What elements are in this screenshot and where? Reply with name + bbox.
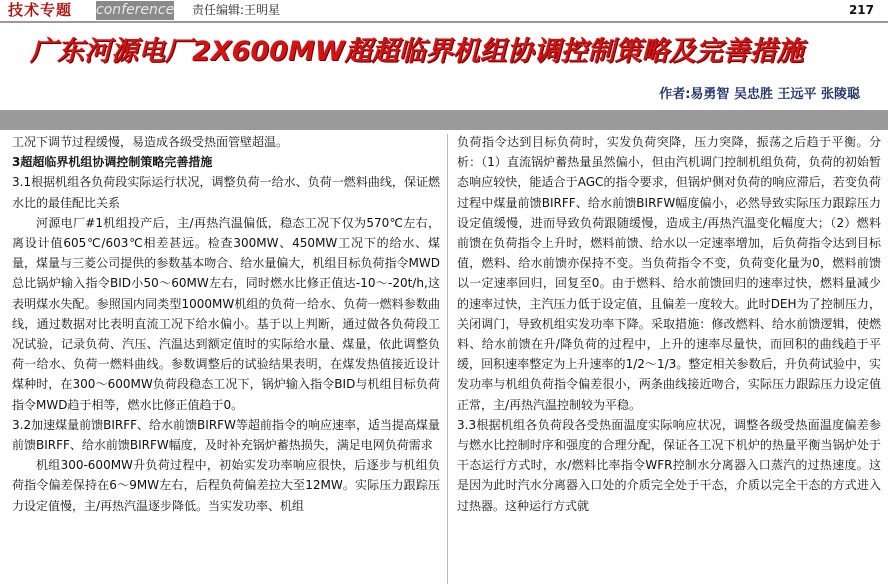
subsection-heading: 3.2加速煤量前馈BIRFF、给水前馈BIRFW等超前指令的响应速率，适当提高煤量前馈BIRFF、给水前馈BIRFW幅度，及时补充锅炉蓄热损失，满足电网负荷需求 [12,417,440,453]
page-number: 217 [848,3,874,17]
page-header [0,0,888,21]
article-authors: 作者:易勇智 吴忠胜 王远平 张陵聪 [659,87,860,102]
section-heading: 3超超临界机组协调控制策略完善措施 [12,155,213,170]
paragraph: 机组300-600MW升负荷过程中，初始实发功率响应很快，后逐步与机组负荷指令偏差保持在6～9MW左右，后程负荷偏差拉大至12MW。实际压力跟踪压力设定值慢，主/再热汽温逐步降低。当实发功率、机组 [12,458,440,513]
title-band [0,110,888,130]
paragraph: 河源电厂#1机组投产后，主/再热汽温偏低，稳态工况下仅为570℃左右，离设计值605℃/603℃相差甚远。检查300MW、450MW工况下的给水、煤量，煤量与三菱公司提供的参数基本吻合、给水量偏大，机组目标负荷指令MWD总比锅炉输入指令BID小50～60MW左右，同时燃水比修正值达-10～-20t/h,这表明煤水失配。参照国内同类型1000MW机组的负荷一给水、负荷一燃料参数曲线，通过数据对比表明直流工况下给水偏小。基于以上判断，通过做各负荷段工况试验，记录负荷、汽压、汽温达到额定值时的实际给水量、煤量，依此调整负荷一给水、负荷一燃料曲线。参数调整后的试验结果表明，在煤发热值接近设计煤种时，在300～600MW负荷段稳态工况下，锅炉输入指令BID与机组目标负荷指令MWD趋于相等，燃水比修正值趋于0。 [12,215,440,412]
article-title: 广东河源电厂2X600MW超超临界机组协调控制策略及完善措施 [30,36,804,67]
column-tag: 技术专题 [8,1,73,19]
editor-credit: 责任编辑:王明星 [192,3,281,17]
column-tag-en: conference [96,2,175,18]
header-rule [0,21,888,23]
paragraph: 负荷指令达到目标负荷时，实发负荷突降，压力突降，振荡之后趋于平衡。分析：（1）直流锅炉蓄热量虽然偏小，但由汽机调门控制机组负荷，负荷的初始暂态响应较快，能适合于AGC的指令要求，但锅炉侧对负荷的响应滞后，若变负荷过程中煤量前馈BIRFF、给水前馈BIRFW幅度偏小，必然导致实际压力跟踪压力设定值缓慢，进而导致负荷跟随缓慢，造成主/再热汽温变化幅度大；（2）燃料前馈在负荷指令上升时，燃料前馈、给水以一定速率增加，后负荷指令达到目标值，燃料、给水前馈亦保持不变。当负荷指令不变，负荷变化量为0，燃料前馈以一定速率回归，回复至0。由于燃料、给水前馈回归的速率过快，燃料量减少的速率过快，主汽压力低于设定值，且偏差一度较大。此时DEH为了控制压力，关闭调门，导致机组实发功率下降。采取措施：修改燃料、给水前馈逻辑，使燃料、给水前馈在升/降负荷的过程中，上升的速率尽量快，而回积的曲线趋于平缓，回积速率整定为上升速率的1/2～1/3。整定相关参数后，升负荷试验中，实发功率与机组负荷指令偏差很小，两条曲线接近吻合，实际压力跟踪压力设定值正常，主/再热汽温控制较为平稳。 [457,135,881,412]
left-column [12,132,440,516]
subsection-heading: 3.1根据机组各负荷段实际运行状况，调整负荷一给水、负荷一燃料曲线，保证燃水比的最佳配比关系 [12,175,440,210]
column-divider [447,134,448,584]
paragraph: 工况下调节过程缓慢，易造成各级受热面管壁超温。 [12,135,289,149]
right-column [457,132,881,516]
subsection-heading: 3.3根据机组各负荷段各受热面温度实际响应状况，调整各级受热面温度偏差参与燃水比控制时序和强度的合理分配，保证各工况下机炉的热量平衡当锅炉处于干态运行方式时，水/燃料比率指令WFR控制水分离器入口蒸汽的过热速度。这是因为此时汽水分离器入口处的介质完全处于干态，介质以完全干态的方式进入过热器。这种运行方式就 [457,417,881,513]
